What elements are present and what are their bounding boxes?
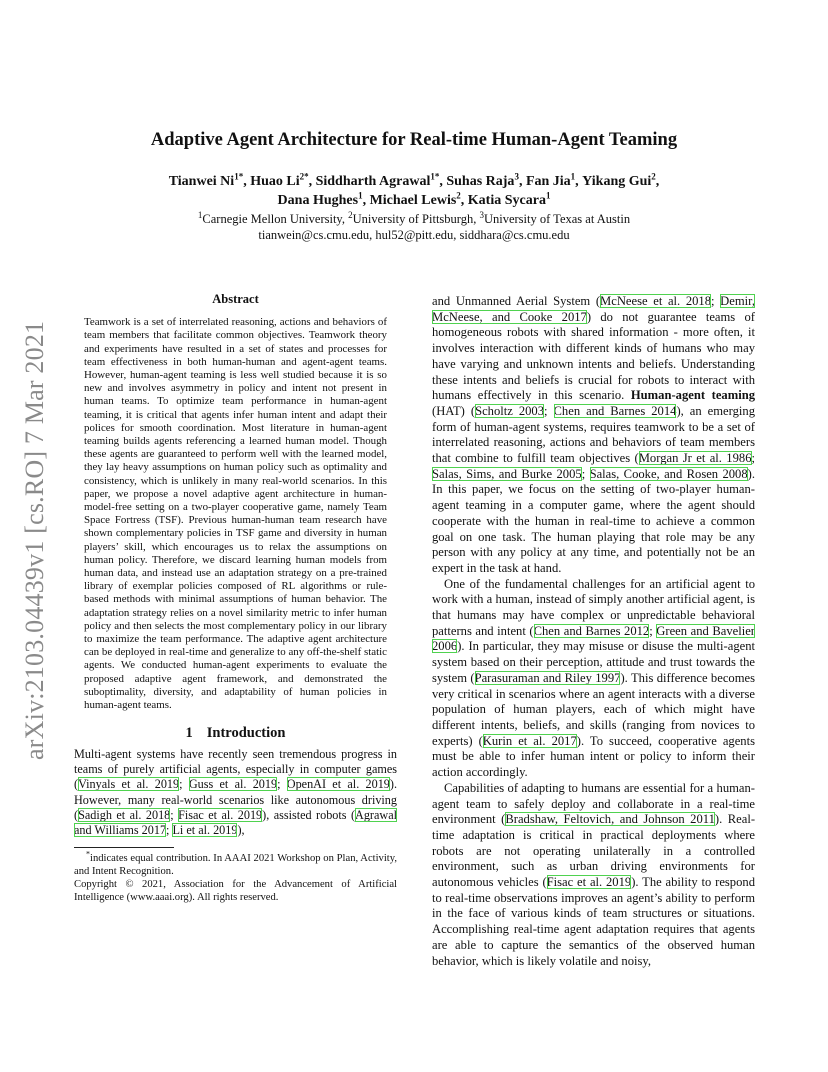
citation-link[interactable]: Parasuraman and Riley 1997: [474, 670, 621, 685]
left-column: [74, 292, 397, 904]
citation-link[interactable]: Salas, Sims, and Burke 2005: [432, 466, 582, 481]
citation-link[interactable]: Vinyals et al. 2019: [78, 777, 180, 792]
citation-link[interactable]: McNeese et al. 2018: [600, 294, 712, 308]
citation-link[interactable]: Demir, McNeese, and Cooke 2017: [432, 294, 755, 324]
intro-paragraph: Multi-agent systems have recently seen tremendous progress in teams of purely artificial agents, especially in computer games (Vinyals et al. 2019; Guss et al. 2019; OpenAI et al. 2019). However, many real-world scenarios like autonomous driving (Sadigh et al. 2018; Fisac et al. 2019), assisted robots (Agrawal and Williams 2017; Li et al. 2019),: [74, 747, 398, 837]
body-paragraph: and Unmanned Aerial System (McNeese et al. 2018; Demir, McNeese, and Cooke 2017) do not guarantee teams of homogeneous robots with shared information - more often, it involves interaction with different kinds of humans who may have varying and unknown intents and beliefs. Understanding these intents and beliefs is crucial for robots to interact with humans effectively in this scenario. Human-agent teaming (HAT) (Scholtz 2003; Chen and Barnes 2014), an emerging form of human-agent systems, requires teamwork to be a set of interrelated reasoning, actions and behaviors of team members that combine to fulfill team objectives (Morgan Jr et al. 1986; Salas, Sims, and Burke 2005; Salas, Cooke, and Rosen 2008). In this paper, we focus on the setting of two-player human-agent teaming in a computer game, where the agent should cooperate with the human in real-time to achieve a common goal on one task. The human playing that role may be any person with any policy at any time, and potentially not be an expert in the task at hand.: [432, 294, 756, 575]
body-paragraph: Capabilities of adapting to humans are essential for a human-agent team to safely deploy and collaborate in a real-time environment (Bradshaw, Feltovich, and Johnson 2011). Real-time adaptation is critical in practical deployments where robots are not operating unilaterally in a controlled environment, such as urban driving environments for autonomous vehicles (Fisac et al. 2019). The ability to respond to real-time observations improves an agent’s ability to perform in the face of various kinds of team structures or situations. Accomplishing real-time agent adaptation requires that agents are able to capture the semantics of the observed human behavior, which is likely volatile and noisy,: [432, 780, 756, 968]
citation-link[interactable]: Chen and Barnes 2012: [533, 623, 650, 638]
citation-link[interactable]: Fisac et al. 2019: [546, 875, 632, 890]
author-emails: tianwein@cs.cmu.edu, hul52@pitt.edu, siddhara@cs.cmu.edu: [258, 228, 570, 242]
bold-term: Human-agent teaming: [630, 388, 755, 403]
abstract-heading: Abstract: [212, 292, 259, 306]
citation-link[interactable]: Bradshaw, Feltovich, and Johnson 2011: [505, 812, 715, 827]
section-heading-introduction: 1 Introduction: [185, 725, 286, 742]
author: Tianwei $Ni^{1*}$,: [168, 171, 251, 189]
author: Michael Lewis$^2$,: [369, 190, 468, 208]
citation-link[interactable]: Chen and Barnes 2014: [553, 403, 677, 418]
citation-link[interactable]: Agrawal and Williams 2017: [74, 807, 397, 837]
affiliation-line: $^1$Carnegie Mellon University, $^2$University of Pittsburgh, $^3$University of Texas at Austin: [197, 209, 631, 226]
citation-link[interactable]: Fisac et al. 2019: [178, 807, 263, 822]
footnote-divider: [74, 847, 174, 848]
author: Siddharth Agrawal$^{1*}$,: [315, 171, 447, 189]
right-column: [432, 294, 755, 969]
copyright-notice: Copyright © 2021, Association for the Advancement of Artificial Intelligence (www.aaai.org). All rights reserved.: [74, 878, 397, 903]
author-list: [80, 172, 748, 210]
footnote: *indicates equal contribution. In AAAI 2021 Workshop on Plan, Activity, and Intent Recognition.: [74, 849, 397, 877]
citation-link[interactable]: Guss et al. 2019: [188, 777, 278, 792]
citation-link[interactable]: Li et al. 2019: [172, 822, 238, 837]
citation-link[interactable]: Kurin et al. 2017: [482, 733, 577, 748]
author: Dana Hughes$^1$,: [277, 190, 370, 208]
author: Suhas Raja$^3$,: [446, 171, 526, 189]
arxiv-stamp: arXiv:2103.04439v1 [cs.RO] 7 Mar 2021: [20, 320, 49, 760]
citation-link[interactable]: Morgan Jr et al. 1986: [638, 451, 752, 466]
citation-link[interactable]: Salas, Cooke, and Rosen 2008: [589, 466, 748, 481]
body-paragraph: One of the fundamental challenges for an artificial agent to work with a human, instead of simply another artificial agent, is that humans may have complex or unpredictable behavioral patterns and intent (Chen and Barnes 2012; Green and Bavelier 2006). In particular, they may misuse or disuse the multi-agent system based on their perception, attitude and trust towards the system (Parasuraman and Riley 1997). This difference becomes very critical in scenarios where an agent interacts with a diverse population of human players, each of which might have different intents, beliefs, and skills (ranging from novices to experts) (Kurin et al. 2017). To succeed, cooperative agents must be able to infer human intent or policy to inform their action accordingly.: [432, 576, 756, 780]
citation-link[interactable]: Scholtz 2003: [475, 403, 545, 418]
citation-link[interactable]: Sadigh et al. 2018: [78, 807, 171, 822]
author: Fan Jia$^1$,: [525, 171, 583, 189]
affiliations: [80, 211, 748, 243]
author: Yikang Gui$^2$,: [582, 171, 660, 189]
citation-link[interactable]: OpenAI et al. 2019: [286, 777, 390, 792]
author: Katia Sycara$^1$: [467, 190, 551, 208]
citation-link[interactable]: Green and Bavelier 2006: [432, 623, 756, 654]
paper-title: Adaptive Agent Architecture for Real-time Human-Agent Teaming: [150, 130, 678, 150]
author: Huao $Li^{2*}$,: [250, 171, 316, 189]
abstract-text: Teamwork is a set of interrelated reasoning, actions and behaviors of team members that facilitate common objectives. Teamwork theory and experiments have resulted in a set of states and processes for team effectiveness in both human-human and agent-agent teams. However, human-agent teaming is less well studied because it is so new and involves asymmetry in policy and intent not present in human teams. To optimize team performance in human-agent teaming, it is critical that agents infer human intent and adapt their polices for smooth coordination. Most literature in human-agent teaming builds agents referencing a learned human model. Though these agents are guaranteed to perform well with the learned model, they lay heavy assumptions on human policy such as optimality and consistency, which is unlikely in many real-world scenarios. In this paper, we propose a novel adaptive agent architecture in human-model-free setting on a two-player cooperative game, namely Team Space Fortress (TSF). Previous human-human team research have shown complementary policies in TSF game and diversity in human players’ skill, which encourages us to relax the assumptions on human policy. Therefore, we discard learning human models from human data, and instead use an adaptation strategy on a pre-trained library of exemplar policies composed of RL algorithms or rule-based methods with minimal assumptions of human behavior. The adaptation strategy relies on a novel similarity metric to infer human policy and then selects the most complementary policy in our library to maximize the team performance. The adaptive agent architecture can be deployed in real-time and generalize to any off-the-shelf static agents. We conducted human-agent experiments to evaluate the proposed adaptive agent framework, and demonstrated the suboptimality, diversity, and adaptability of human policies in human-agent teams.: [84, 316, 387, 711]
